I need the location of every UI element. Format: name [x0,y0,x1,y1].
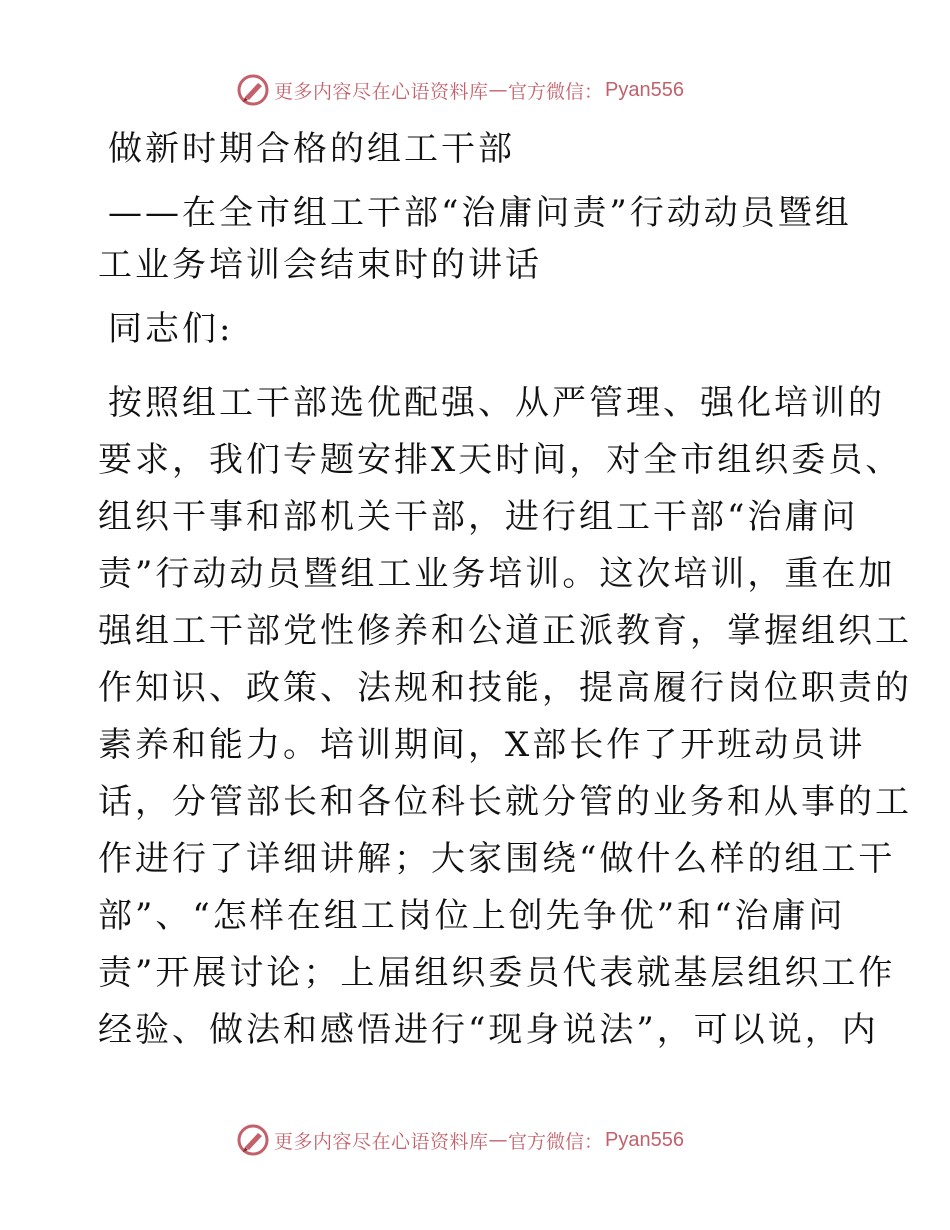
header-watermark [236,72,684,108]
footer-watermark [236,1122,684,1158]
watermark-site-text: 更多内容尽在心语资料库 [274,80,489,103]
body-line: 按照组工干部选优配强、从严管理、强化培训的 [108,383,885,423]
body-line: 经验、做法和感悟进行“现身说法”，可以说，内 [98,1010,879,1050]
watermark-wechat-id: Pyan556 [605,78,684,101]
body-line: 素养和能力。培训期间，X部长作了开班动员讲 [98,725,866,765]
watermark-separator: — [488,79,509,101]
watermark-separator: — [488,1129,509,1151]
body-line: 组织干事和部机关干部，进行组工干部“治庸问 [98,497,859,537]
document-title: 做新时期合格的组工干部 [108,129,515,169]
pen-logo-icon [236,1123,270,1157]
body-line: 作知识、政策、法规和技能，提高履行岗位职责的 [98,668,912,708]
body-line: 话，分管部长和各位科长就分管的业务和从事的工 [98,782,912,822]
watermark-wechat-label: 官方微信： [508,1130,604,1153]
body-line: 要求，我们专题安排X天时间，对全市组织委员、 [98,440,903,480]
body-line: 部”、“怎样在组工岗位上创先争优”和“治庸问 [98,896,846,936]
body-line: 责”开展讨论；上届组织委员代表就基层组织工作 [98,953,896,993]
watermark-site-text: 更多内容尽在心语资料库 [274,1130,489,1153]
subtitle-line-2: 工业务培训会结束时的讲话 [98,245,542,285]
pen-logo-icon [236,73,270,107]
salutation: 同志们: [108,309,234,349]
body-line: 责”行动动员暨组工业务培训。这次培训，重在加 [98,554,896,594]
body-line: 作进行了详细讲解；大家围绕“做什么样的组工干 [98,839,896,879]
watermark-wechat-id: Pyan556 [605,1128,684,1151]
subtitle-line-1: ——在全市组工干部“治庸问责”行动动员暨组 [108,193,852,233]
watermark-wechat-label: 官方微信： [508,80,604,103]
document-body [98,125,912,1054]
body-line: 强组工干部党性修养和公道正派教育，掌握组织工 [98,611,912,651]
